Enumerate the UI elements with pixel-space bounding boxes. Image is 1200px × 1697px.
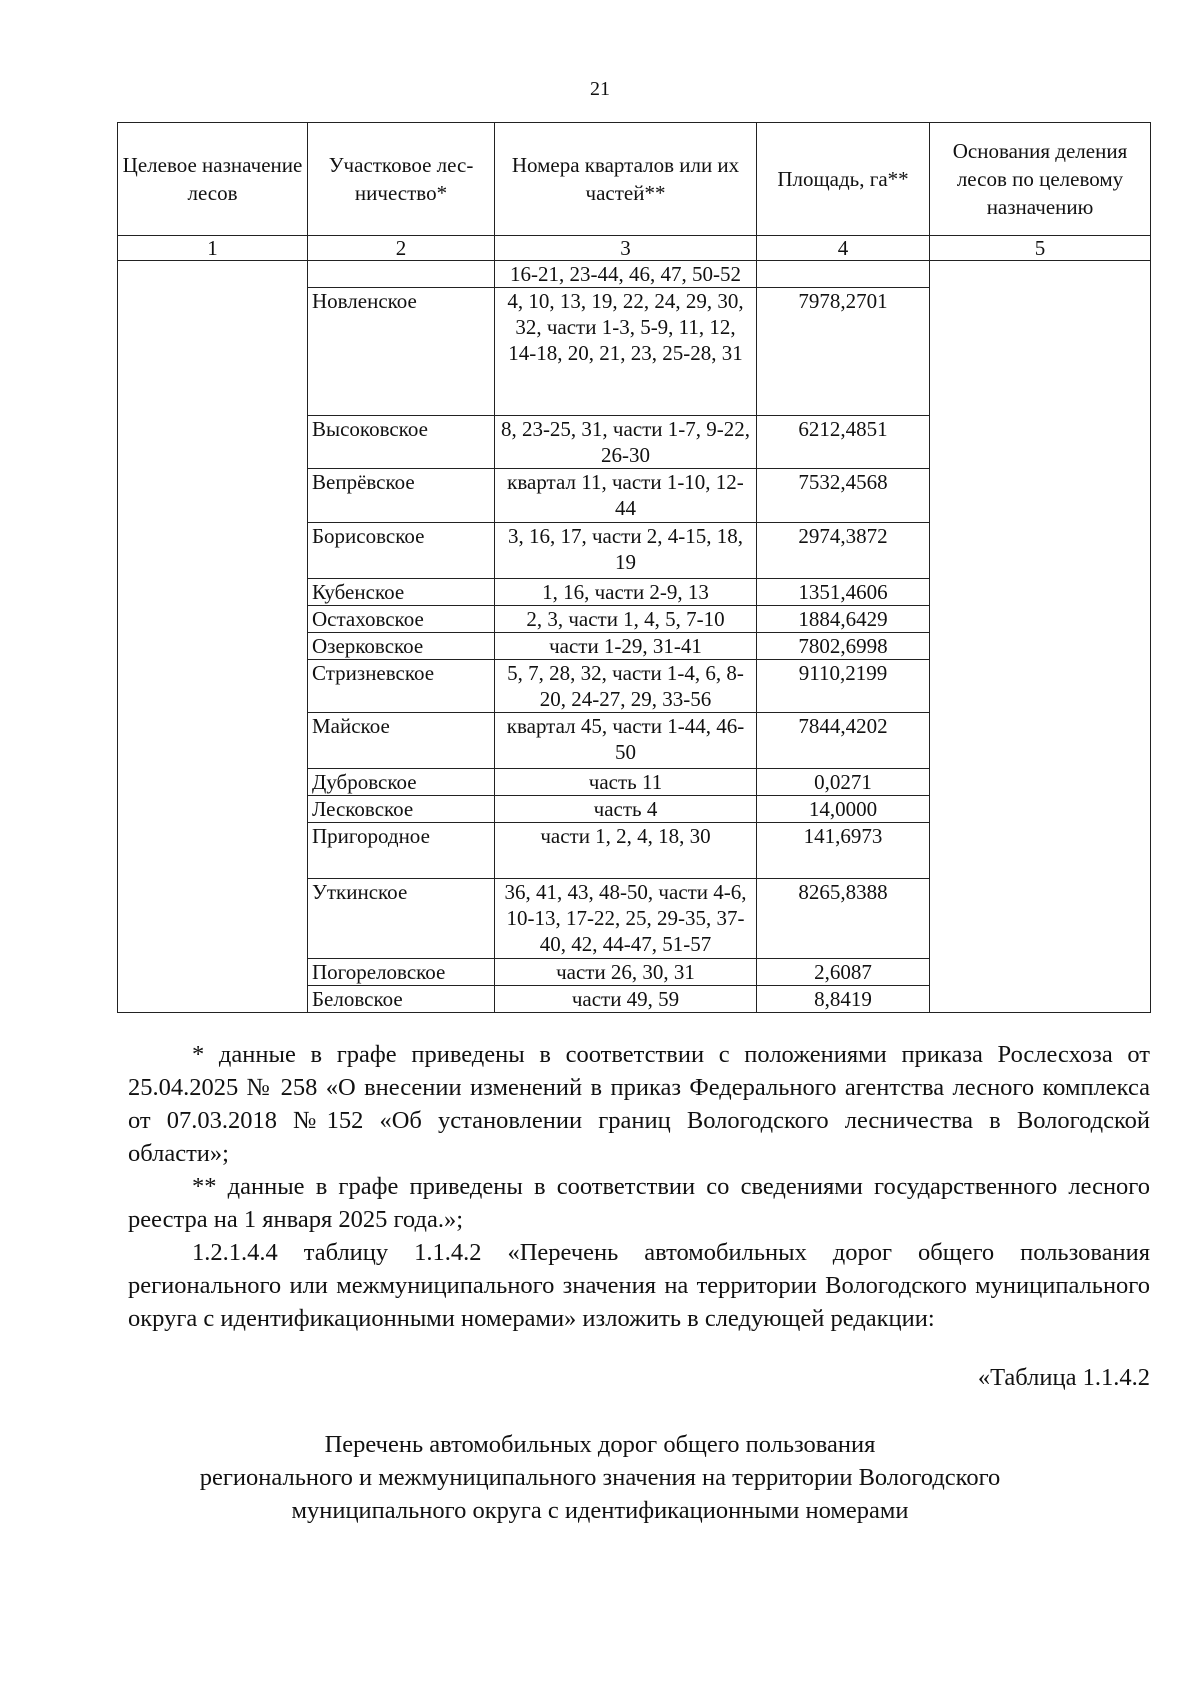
area-cell: 7844,4202 xyxy=(757,713,930,769)
district-name: Беловское xyxy=(308,986,495,1013)
area-cell: 2,6087 xyxy=(757,959,930,986)
district-name: Дубровское xyxy=(308,769,495,796)
header-basis: Основания деления лесов по целевому назначению xyxy=(930,123,1151,236)
area-cell: 14,0000 xyxy=(757,796,930,823)
quarters-cell: квартал 45, части 1-44, 46-50 xyxy=(495,713,757,769)
amendment-paragraph: 1.2.1.4.4 таблицу 1.1.4.2 «Перечень автомобильных дорог общего пользования регионального или межмуниципального значения на территории Вологодского муниципального округа с идентификационными номерами» изложить в следующей редакции: xyxy=(128,1239,1150,1332)
area-cell: 7978,2701 xyxy=(757,288,930,416)
area-cell: 8265,8388 xyxy=(757,879,930,959)
area-cell: 1351,4606 xyxy=(757,579,930,606)
quarters-cell: части 26, 30, 31 xyxy=(495,959,757,986)
title-line: Перечень автомобильных дорог общего пользования xyxy=(324,1431,876,1458)
footnotes xyxy=(128,1038,1150,1335)
forest-table xyxy=(117,122,1151,1013)
header-district: Участковое лес-ничество* xyxy=(308,123,495,236)
quarters-cell: 8, 23-25, 31, части 1-7, 9-22, 26-30 xyxy=(495,416,757,469)
area-cell: 9110,2199 xyxy=(757,660,930,713)
quarters-cell: части 1, 2, 4, 18, 30 xyxy=(495,823,757,879)
district-name: Пригородное xyxy=(308,823,495,879)
quarters-cell: 16-21, 23-44, 46, 47, 50-52 xyxy=(495,261,757,288)
district-name: Остаховское xyxy=(308,606,495,633)
area-cell: 0,0271 xyxy=(757,769,930,796)
header-area: Площадь, га** xyxy=(757,123,930,236)
footnote-double-star: ** данные в графе приведены в соответствии со сведениями государственного лесного реестра на 1 января 2025 года.»; xyxy=(128,1173,1150,1233)
column-number: 3 xyxy=(495,236,757,261)
area-cell: 6212,4851 xyxy=(757,416,930,469)
area-cell xyxy=(757,261,930,288)
table-reference: «Таблица 1.1.4.2 xyxy=(977,1364,1150,1391)
quarters-cell: части 1-29, 31-41 xyxy=(495,633,757,660)
quarters-cell: 2, 3, части 1, 4, 5, 7-10 xyxy=(495,606,757,633)
column-number: 4 xyxy=(757,236,930,261)
header-quarters: Номера кварталов или их частей** xyxy=(495,123,757,236)
area-cell: 8,8419 xyxy=(757,986,930,1013)
page-number: 21 xyxy=(590,78,610,100)
district-name: Кубенское xyxy=(308,579,495,606)
district-name: Борисовское xyxy=(308,523,495,579)
footnote-single-star: * данные в графе приведены в соответствии с положениями приказа Рослесхоза от 25.04.2025 № 258 «О внесении изменений в приказ Федерального агентства лесного комплекса от 07.03.2018 №152 «Об установлении границ Вологодского лесничества в Вологодской области»; xyxy=(128,1041,1150,1167)
area-cell: 7802,6998 xyxy=(757,633,930,660)
quarters-cell: 36, 41, 43, 48-50, части 4-6, 10-13, 17-22, 25, 29-35, 37-40, 42, 44-47, 51-57 xyxy=(495,879,757,959)
area-cell: 7532,4568 xyxy=(757,469,930,523)
column-number: 1 xyxy=(118,236,308,261)
quarters-cell: 3, 16, 17, части 2, 4-15, 18, 19 xyxy=(495,523,757,579)
title-line: регионального и межмуниципального значения на территории Вологодского xyxy=(199,1464,1001,1491)
district-name: Стризневское xyxy=(308,660,495,713)
quarters-cell: 1, 16, части 2-9, 13 xyxy=(495,579,757,606)
column-number-row xyxy=(118,236,1151,261)
quarters-cell: часть 11 xyxy=(495,769,757,796)
district-name: Погореловское xyxy=(308,959,495,986)
table-title xyxy=(0,1428,1200,1527)
quarters-cell: 5, 7, 28, 32, части 1-4, 6, 8-20, 24-27, 29, 33-56 xyxy=(495,660,757,713)
quarters-cell: часть 4 xyxy=(495,796,757,823)
quarters-cell: 4, 10, 13, 19, 22, 24, 29, 30, 32, части 1-3, 5-9, 11, 12, 14-18, 20, 21, 23, 25-28, 31 xyxy=(495,288,757,416)
column-number: 2 xyxy=(308,236,495,261)
title-line: муниципального округа с идентификационными номерами xyxy=(291,1497,909,1524)
basis-cell xyxy=(930,261,1151,1013)
area-cell: 1884,6429 xyxy=(757,606,930,633)
quarters-cell: квартал 11, части 1-10, 12-44 xyxy=(495,469,757,523)
district-name: Озерковское xyxy=(308,633,495,660)
district-name: Вепрёвское xyxy=(308,469,495,523)
table-row xyxy=(118,261,1151,288)
district-name: Новленское xyxy=(308,288,495,416)
area-cell: 141,6973 xyxy=(757,823,930,879)
district-name: Высоковское xyxy=(308,416,495,469)
table-header-row xyxy=(118,123,1151,236)
district-name: Лесковское xyxy=(308,796,495,823)
district-cell xyxy=(308,261,495,288)
column-number: 5 xyxy=(930,236,1151,261)
district-name: Уткинское xyxy=(308,879,495,959)
district-name: Майское xyxy=(308,713,495,769)
quarters-cell: части 49, 59 xyxy=(495,986,757,1013)
area-cell: 2974,3872 xyxy=(757,523,930,579)
header-purpose: Целевое назначение лесов xyxy=(118,123,308,236)
purpose-cell xyxy=(118,261,308,1013)
